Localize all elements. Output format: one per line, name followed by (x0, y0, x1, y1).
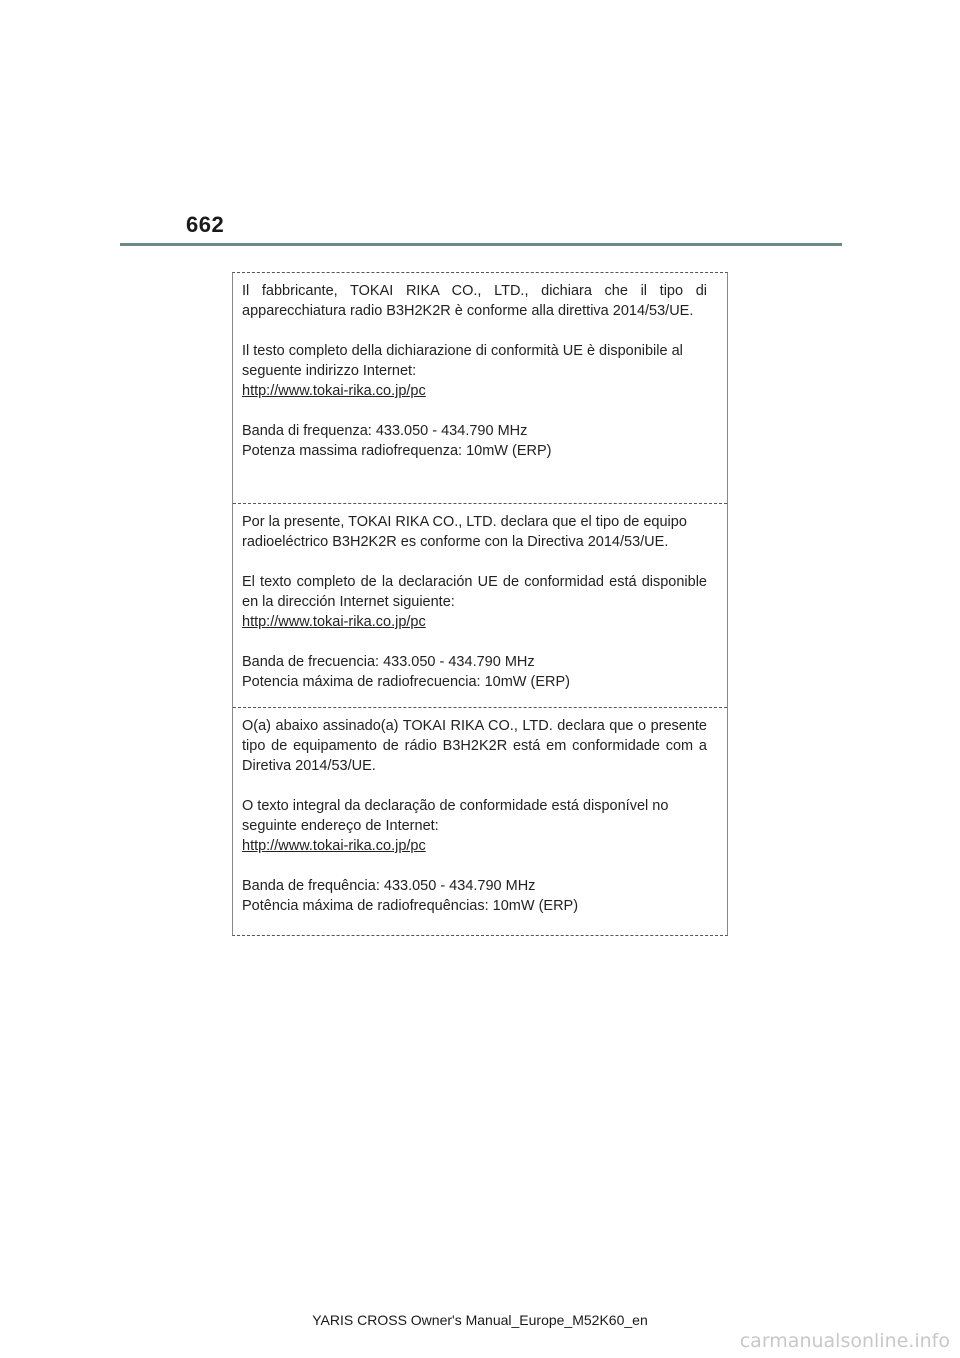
frequency-band: Banda de frequência: 433.050 - 434.790 MHz (242, 878, 536, 894)
max-power: Potência máxima de radiofrequências: 10mW (ERP) (242, 898, 579, 914)
section-spanish (233, 503, 727, 708)
declaration-url-link[interactable]: http://www.tokai-rika.co.jp/pc (242, 383, 426, 399)
max-power: Potencia máxima de radiofrecuencia: 10mW (ERP) (242, 674, 570, 690)
frequency-band: Banda di frequenza: 433.050 - 434.790 MHz (242, 423, 528, 439)
full-text-notice (242, 572, 707, 632)
declaration-text: Il fabbricante, TOKAI RIKA CO., LTD., dichiara che il tipo di apparecchiatura radio B3H2K2R è conforme alla direttiva 2014/53/UE. (242, 283, 707, 319)
radio-specs (242, 652, 707, 692)
page-number: 662 (186, 212, 225, 237)
max-power: Potenza massima radiofrequenza: 10mW (ERP) (242, 443, 552, 459)
watermark: carmanualsonline.info (739, 1330, 950, 1352)
declaration-text: Por la presente, TOKAI RIKA CO., LTD. declara que el tipo de equipo radioeléctrico B3H2K2R es conforme con la Directiva 2014/53/UE. (242, 514, 687, 550)
full-text-intro: El texto completo de la declaración UE de conformidad está disponible en la dirección Internet siguiente: (242, 574, 707, 610)
full-text-intro: O texto integral da declaração de conformidade está disponível no seguinte endereço de Internet: (242, 798, 669, 834)
full-text-intro: Il testo completo della dichiarazione di conformità UE è disponibile al seguente indirizzo Internet: (242, 343, 683, 379)
radio-specs (242, 876, 707, 916)
full-text-notice (242, 341, 707, 401)
full-text-notice (242, 796, 707, 856)
declaration-url-link[interactable]: http://www.tokai-rika.co.jp/pc (242, 614, 426, 630)
header-rule (120, 243, 842, 246)
declaration-box (232, 272, 728, 936)
manual-title-footer: YARIS CROSS Owner's Manual_Europe_M52K60_en (312, 1312, 648, 1328)
declaration-text: O(a) abaixo assinado(a) TOKAI RIKA CO., LTD. declara que o presente tipo de equipamento de rádio B3H2K2R está em conformidade com a Diretiva 2014/53/UE. (242, 718, 707, 774)
frequency-band: Banda de frecuencia: 433.050 - 434.790 MHz (242, 654, 535, 670)
declaration-url-link[interactable]: http://www.tokai-rika.co.jp/pc (242, 838, 426, 854)
section-portuguese (233, 707, 727, 936)
section-italian (233, 273, 727, 503)
radio-specs (242, 421, 707, 461)
